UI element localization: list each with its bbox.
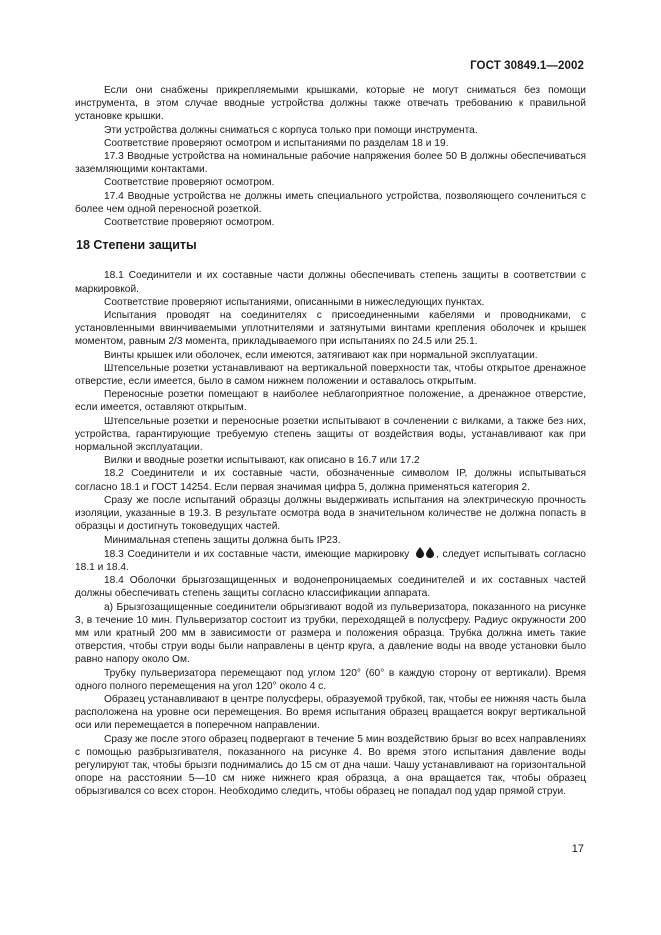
page-body: [75, 84, 586, 799]
paragraph: Испытания проводят на соединителях с присоединенными кабелями и проводниками, с установленными ввинчиваемыми уплотнителями и затянутыми винтами крепления оболочек и крышек моментом, равным 2/3 момента, прикладываемого при испытаниях по 24.5 или 25.1.: [75, 310, 586, 348]
paragraph: Сразу же после испытаний образцы должны выдерживать испытания на электрическую прочность изоляции, указанные в 19.3. В результате осмотра вода в значительном количестве не должна попасть в образцы и достигнуть токоведущих частей.: [75, 494, 586, 533]
paragraph: Соответствие проверяют осмотром и испытаниями по разделам 18 и 19.: [104, 137, 449, 149]
section-title: 18 Степени защиты: [76, 238, 197, 253]
paragraph: 18.1 Соединители и их составные части должны обеспечивать степень защиты в соответствии с маркировкой.: [75, 270, 586, 295]
paragraph: Если они снабжены прикрепляемыми крышками, которые не могут сниматься без помощи инструмента, в этом случае вводные устройства должны также отвечать требованию к правильной установке крышки.: [75, 85, 586, 123]
paragraph: 18.4 Оболочки брызгозащищенных и водонепроницаемых соединителей и их составных частей должны обеспечивать степень защиты согласно классификации аппарата.: [75, 575, 586, 600]
paragraph: Вилки и вводные розетки испытывают, как описано в 16.7 или 17.2: [104, 455, 420, 467]
paragraph: Соответствие проверяют испытаниями, описанными в нижеследующих пунктах.: [104, 296, 485, 308]
paragraph: Винты крышек или оболочек, если имеются, затягивают как при нормальной эксплуатации.: [104, 349, 538, 361]
paragraph: Образец устанавливают в центре полусферы, образуемой трубкой, так, чтобы ее нижняя часть была расположена на уровне оси перемещения. Во время испытания образец вращается вокруг вертикальной оси или перемещается в поперечном направлении.: [75, 693, 586, 732]
paragraph: Штепсельные розетки устанавливают на вертикальной поверхности так, чтобы открытое дренажное отверстие, если имеется, было в самом нижнем положении и оставалось открытым.: [75, 362, 586, 388]
paragraph-text: 18.3 Соединители и их составные части, имеющие маркировку: [104, 548, 410, 560]
paragraph: 17.4 Вводные устройства не должны иметь специального устройства, позволяющего сочлениться с более чем одной переносной розеткой.: [75, 190, 586, 215]
paragraph: Штепсельные розетки и переносные розетки испытывают в сочленении с вилками, а также без них, устройства, гарантирующие требуемую степень защиты от воздействия воды, устанавливают как при нормальной эксплуатации.: [75, 415, 586, 454]
paragraph: Трубку пульверизатора перемещают под углом 120° (60° в каждую сторону от вертикали). Время одного полного перемещения на угол 120° около 4 с.: [75, 667, 586, 692]
paragraph: Переносные розетки помещают в наиболее неблагоприятное положение, а дренажное отверстие, если имеется, оставляют открытым.: [75, 389, 586, 414]
page-number: 17: [571, 843, 584, 855]
paragraph: Сразу же после этого образец подвергают в течение 5 мин воздействию брызг во всех направлениях с помощью разбрызгивателя, показанного на рисунке 4. Во время этого испытания давление воды регулируют так, чтобы брызги поднимались до 15 см от дна чаши. Чашу устанавливают на горизонтальной опоре на расстоянии 5—10 см ниже нижнего края образца, а она вращается так, чтобы образец обрызгивался со всех сторон. Необходимо следить, чтобы образец не попадал под удар прямой струи.: [75, 733, 586, 798]
paragraph: а) Брызгозащищенные соединители обрызгивают водой из пульверизатора, показанного на рисунке 3, в течение 10 мин. Пульверизатор состоит из трубки, переходящей в полусферу. Радиус окружности 200 мм или кратный 200 мм в зависимости от размера и положения образца. Трубка должна иметь такие отверстия, чтобы струи воды были направлены в центр круга, а давление воды на вводе установки было равно напору около Ом.: [75, 601, 586, 666]
paragraph: 17.3 Вводные устройства на номинальные рабочие напряжения более 50 В должны обеспечиваться заземляющими контактами.: [75, 151, 586, 176]
water-drops-icon: [415, 547, 435, 558]
paragraph-18-3: [75, 547, 586, 574]
paragraph: Соответствие проверяют осмотром.: [104, 177, 275, 189]
page-header: ГОСТ 30849.1—2002: [470, 60, 584, 72]
paragraph: Соответствие проверяют осмотром.: [104, 217, 275, 229]
paragraph: Эти устройства должны сниматься с корпуса только при помощи инструмента.: [104, 124, 478, 136]
paragraph: Минимальная степень защиты должна быть IP23.: [104, 534, 341, 546]
paragraph-text: , следует испытывать согласно 18.1 и 18.4.: [75, 548, 586, 573]
paragraph: 18.2 Соединители и их составные части, обозначенные символом IP, должны испытываться согласно 18.1 и ГОСТ 14254. Если первая значимая цифра 5, должна применяться категория 2.: [75, 468, 586, 493]
